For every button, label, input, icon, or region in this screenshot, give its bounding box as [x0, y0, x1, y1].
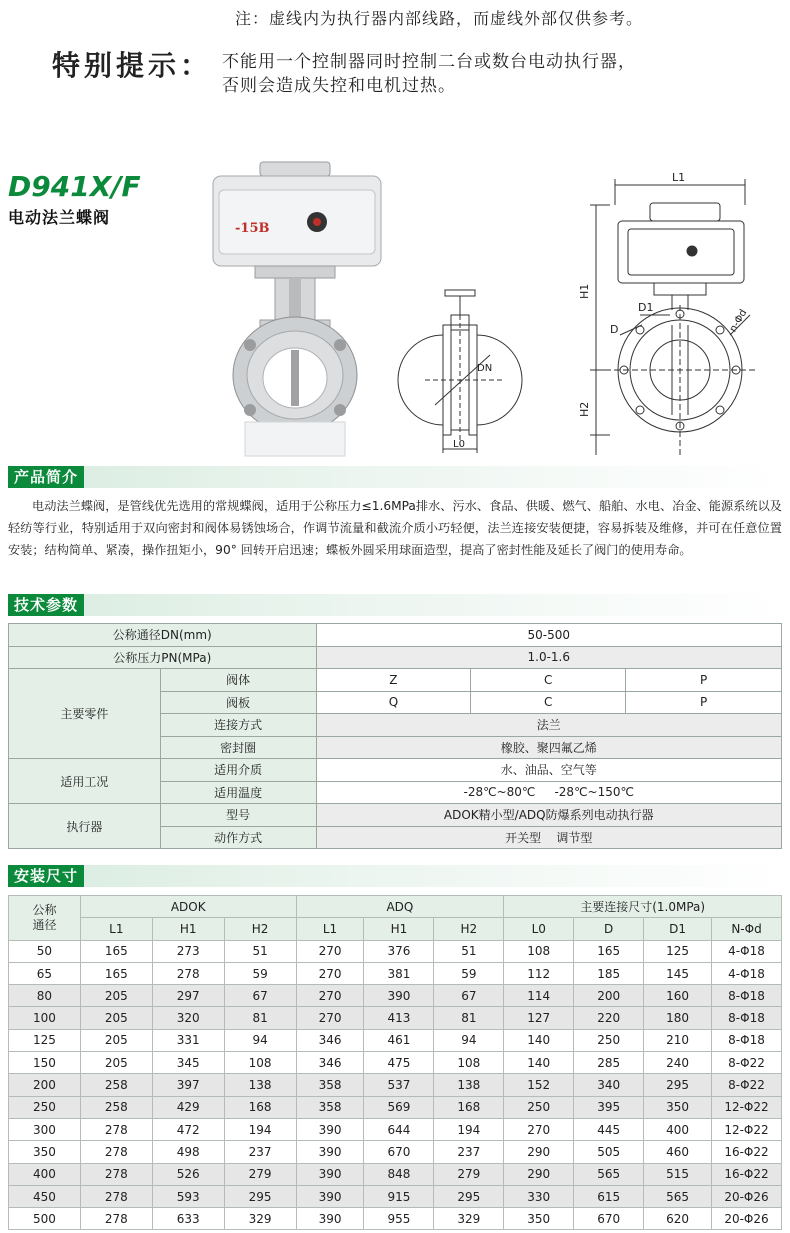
dn-cell: 200: [9, 1074, 81, 1096]
table-cell: 152: [504, 1074, 574, 1096]
column-header: D: [574, 918, 644, 940]
table-cell: 358: [296, 1074, 364, 1096]
table-row: [9, 1185, 782, 1207]
warning-line-1: 不能用一个控制器同时控制二台或数台电动执行器，: [222, 52, 636, 72]
table-cell: 59: [434, 962, 504, 984]
cond-group-cell: 适用工况: [9, 759, 161, 804]
tech-section-title: 技术参数: [8, 594, 84, 616]
table-cell: 278: [80, 1185, 152, 1207]
actuator-group-cell: 执行器: [9, 804, 161, 849]
h2-label: H2: [578, 401, 591, 417]
table-cell: 593: [152, 1185, 224, 1207]
table-cell: 475: [364, 1052, 434, 1074]
table-cell: 278: [80, 1208, 152, 1230]
table-cell: 270: [296, 962, 364, 984]
table-cell: 20-Φ26: [712, 1185, 782, 1207]
table-cell: 350: [644, 1096, 712, 1118]
table-row: [9, 962, 782, 984]
table-cell: 8-Φ18: [712, 985, 782, 1007]
side-view-drawing: [415, 285, 515, 460]
table-cell: 51: [434, 940, 504, 962]
table-cell: 138: [434, 1074, 504, 1096]
disc-value-cell: C: [471, 691, 626, 714]
column-header: L0: [504, 918, 574, 940]
table-cell: 340: [574, 1074, 644, 1096]
table-cell: 140: [504, 1052, 574, 1074]
table-cell: 848: [364, 1163, 434, 1185]
table-cell: 20-Φ26: [712, 1208, 782, 1230]
dn-value-cell: 50-500: [316, 624, 781, 647]
table-cell: 505: [574, 1141, 644, 1163]
dn-cell: 350: [9, 1141, 81, 1163]
conn-value-cell: 法兰: [316, 714, 781, 737]
table-cell: 8-Φ18: [712, 1029, 782, 1051]
tech-params-table: [8, 623, 782, 849]
table-cell: 390: [296, 1141, 364, 1163]
nd-label: n-Φd: [727, 307, 750, 335]
table-cell: 240: [644, 1052, 712, 1074]
table-cell: 295: [644, 1074, 712, 1096]
group-header-adok: ADOK: [80, 896, 296, 918]
disc-value-cell: P: [626, 691, 782, 714]
table-cell: 168: [434, 1096, 504, 1118]
table-cell: 397: [152, 1074, 224, 1096]
type-label-cell: 型号: [160, 804, 316, 827]
type-value-cell: ADOK精小型/ADQ防爆系列电动执行器: [316, 804, 781, 827]
body-label-cell: 阀体: [160, 669, 316, 692]
table-cell: 270: [296, 1007, 364, 1029]
table-cell: 565: [574, 1163, 644, 1185]
table-cell: 331: [152, 1029, 224, 1051]
install-dimensions-table: [8, 895, 782, 1230]
table-cell: 205: [80, 1029, 152, 1051]
dn-cell: 65: [9, 962, 81, 984]
table-cell: 297: [152, 985, 224, 1007]
l1-label: L1: [672, 171, 686, 184]
table-cell: 278: [80, 1141, 152, 1163]
table-cell: 168: [224, 1096, 296, 1118]
dn-cell: 50: [9, 940, 81, 962]
table-cell: 51: [224, 940, 296, 962]
table-cell: 67: [434, 985, 504, 1007]
dn-cell: 125: [9, 1029, 81, 1051]
diagram-note: 注：虚线内为执行器内部线路，而虚线外部仅供参考。: [235, 9, 644, 28]
body-value-cell: C: [471, 669, 626, 692]
table-row: [9, 1052, 782, 1074]
table-cell: 4-Φ18: [712, 962, 782, 984]
table-cell: 569: [364, 1096, 434, 1118]
temp-value-cell: -28℃~80℃ -28℃~150℃: [316, 781, 781, 804]
table-cell: 108: [504, 940, 574, 962]
table-cell: 165: [574, 940, 644, 962]
table-cell: 94: [224, 1029, 296, 1051]
table-cell: 278: [80, 1163, 152, 1185]
table-cell: 346: [296, 1052, 364, 1074]
table-cell: 210: [644, 1029, 712, 1051]
table-cell: 270: [504, 1118, 574, 1140]
table-cell: 290: [504, 1141, 574, 1163]
table-cell: 125: [644, 940, 712, 962]
table-cell: 114: [504, 985, 574, 1007]
intro-section-header: [8, 466, 782, 488]
dn-cell: 100: [9, 1007, 81, 1029]
table-cell: 346: [296, 1029, 364, 1051]
install-section-title: 安装尺寸: [8, 865, 84, 887]
table-cell: 237: [224, 1141, 296, 1163]
dn-cell: 300: [9, 1118, 81, 1140]
table-cell: 395: [574, 1096, 644, 1118]
dn-cell: 400: [9, 1163, 81, 1185]
table-row: [9, 1074, 782, 1096]
table-row: [9, 1007, 782, 1029]
table-cell: 205: [80, 1052, 152, 1074]
table-cell: 460: [644, 1141, 712, 1163]
table-cell: 165: [80, 962, 152, 984]
table-cell: 330: [504, 1185, 574, 1207]
table-cell: 59: [224, 962, 296, 984]
table-cell: 955: [364, 1208, 434, 1230]
table-cell: 381: [364, 962, 434, 984]
column-header: L1: [296, 918, 364, 940]
mode-value-cell: 开关型 调节型: [316, 826, 781, 849]
table-cell: 180: [644, 1007, 712, 1029]
table-cell: 429: [152, 1096, 224, 1118]
table-cell: 565: [644, 1185, 712, 1207]
dn-cell: 250: [9, 1096, 81, 1118]
table-cell: 112: [504, 962, 574, 984]
table-cell: 400: [644, 1118, 712, 1140]
table-cell: 270: [296, 985, 364, 1007]
table-cell: 94: [434, 1029, 504, 1051]
tech-section-header: [8, 594, 782, 616]
warning-line-2: 否则会造成失控和电机过热。: [222, 76, 456, 96]
table-cell: 108: [224, 1052, 296, 1074]
pn-label-cell: 公称压力PN(MPa): [9, 646, 317, 669]
table-cell: 8-Φ22: [712, 1074, 782, 1096]
table-cell: 67: [224, 985, 296, 1007]
table-cell: 295: [434, 1185, 504, 1207]
column-header: L1: [80, 918, 152, 940]
dn-cell: 150: [9, 1052, 81, 1074]
column-header: N-Φd: [712, 918, 782, 940]
h1-label: H1: [578, 283, 591, 299]
table-cell: 140: [504, 1029, 574, 1051]
table-cell: 250: [574, 1029, 644, 1051]
table-row: [9, 1118, 782, 1140]
table-cell: 270: [296, 940, 364, 962]
table-cell: 390: [296, 1208, 364, 1230]
table-cell: 279: [434, 1163, 504, 1185]
table-cell: 250: [504, 1096, 574, 1118]
product-model: D941X/F: [8, 170, 141, 203]
table-cell: 620: [644, 1208, 712, 1230]
table-cell: 278: [152, 962, 224, 984]
body-value-cell: Z: [316, 669, 471, 692]
table-cell: 200: [574, 985, 644, 1007]
table-cell: 445: [574, 1118, 644, 1140]
dn-label-cell: 公称通径DN(mm): [9, 624, 317, 647]
table-cell: 320: [152, 1007, 224, 1029]
table-cell: 526: [152, 1163, 224, 1185]
dn-cell: 500: [9, 1208, 81, 1230]
table-cell: 278: [80, 1118, 152, 1140]
table-cell: 376: [364, 940, 434, 962]
table-cell: 127: [504, 1007, 574, 1029]
table-cell: 160: [644, 985, 712, 1007]
table-cell: 350: [504, 1208, 574, 1230]
table-cell: 273: [152, 940, 224, 962]
warning-label: 特别提示：: [52, 49, 213, 82]
d-label: D: [610, 323, 619, 336]
table-cell: 358: [296, 1096, 364, 1118]
l0-label: L0: [453, 439, 465, 450]
column-header: H1: [364, 918, 434, 940]
seal-value-cell: 橡胶、聚四氟乙烯: [316, 736, 781, 759]
table-cell: 537: [364, 1074, 434, 1096]
table-cell: 81: [434, 1007, 504, 1029]
column-header: H2: [224, 918, 296, 940]
mode-label-cell: 动作方式: [160, 826, 316, 849]
disc-label-cell: 阀板: [160, 691, 316, 714]
group-header-connect: 主要连接尺寸(1.0MPa): [504, 896, 782, 918]
seal-label-cell: 密封圈: [160, 736, 316, 759]
table-row: [9, 1029, 782, 1051]
table-row: [9, 1163, 782, 1185]
body-value-cell: P: [626, 669, 782, 692]
table-cell: 390: [296, 1163, 364, 1185]
table-cell: 194: [434, 1118, 504, 1140]
table-cell: 258: [80, 1074, 152, 1096]
table-cell: 413: [364, 1007, 434, 1029]
temp-label-cell: 适用温度: [160, 781, 316, 804]
table-cell: 670: [364, 1141, 434, 1163]
table-cell: 194: [224, 1118, 296, 1140]
d1-label: D1: [638, 301, 654, 314]
table-cell: 290: [504, 1163, 574, 1185]
table-cell: 145: [644, 962, 712, 984]
medium-label-cell: 适用介质: [160, 759, 316, 782]
table-cell: 279: [224, 1163, 296, 1185]
table-cell: 390: [364, 985, 434, 1007]
product-photo: [205, 160, 395, 460]
table-cell: 633: [152, 1208, 224, 1230]
table-row: [9, 1141, 782, 1163]
table-cell: 220: [574, 1007, 644, 1029]
install-section-header: [8, 865, 782, 887]
column-header: H2: [434, 918, 504, 940]
dn-label: DN: [477, 363, 493, 374]
table-cell: 8-Φ18: [712, 1007, 782, 1029]
front-view-drawing: [580, 165, 770, 465]
warning-text: [222, 50, 636, 98]
actuator-label: -15B: [235, 221, 270, 236]
table-cell: 345: [152, 1052, 224, 1074]
disc-value-cell: Q: [316, 691, 471, 714]
group-header-adq: ADQ: [296, 896, 504, 918]
column-header: H1: [152, 918, 224, 940]
table-cell: 472: [152, 1118, 224, 1140]
product-name: 电动法兰蝶阀: [8, 208, 111, 227]
column-header: D1: [644, 918, 712, 940]
table-cell: 295: [224, 1185, 296, 1207]
parts-group-cell: 主要零件: [9, 669, 161, 759]
intro-paragraph: 电动法兰蝶阀，是管线优先选用的常规蝶阀，适用于公称压力≤1.6MPa排水、污水、食品、供暖、燃气、船舶、水电、冶金、能源系统以及轻纺等行业，特别适用于双向密封和阀体易锈蚀场合，作调节流量和截流介质小巧轻便，法兰连接安装便捷，容易拆装及维修，并可在任意位置安装；结构简单、紧凑，操作扭矩小，90° 回转开启迅速；蝶板外圆采用球面造型，提高了密封性能及延长了阀门的使用寿命。: [8, 499, 782, 557]
table-cell: 615: [574, 1185, 644, 1207]
dn-header: 公称 通径: [9, 896, 81, 941]
table-cell: 138: [224, 1074, 296, 1096]
table-cell: 329: [434, 1208, 504, 1230]
conn-label-cell: 连接方式: [160, 714, 316, 737]
table-cell: 390: [296, 1185, 364, 1207]
table-cell: 237: [434, 1141, 504, 1163]
table-row: [9, 985, 782, 1007]
table-cell: 185: [574, 962, 644, 984]
table-cell: 915: [364, 1185, 434, 1207]
table-cell: 258: [80, 1096, 152, 1118]
table-cell: 4-Φ18: [712, 940, 782, 962]
dn-cell: 450: [9, 1185, 81, 1207]
table-cell: 16-Φ22: [712, 1163, 782, 1185]
table-cell: 498: [152, 1141, 224, 1163]
table-cell: 108: [434, 1052, 504, 1074]
table-cell: 285: [574, 1052, 644, 1074]
intro-section-title: 产品简介: [8, 466, 84, 488]
table-cell: 16-Φ22: [712, 1141, 782, 1163]
table-cell: 165: [80, 940, 152, 962]
table-cell: 12-Φ22: [712, 1096, 782, 1118]
table-row: [9, 1096, 782, 1118]
table-row: [9, 940, 782, 962]
table-cell: 81: [224, 1007, 296, 1029]
table-cell: 205: [80, 1007, 152, 1029]
table-cell: 8-Φ22: [712, 1052, 782, 1074]
pn-value-cell: 1.0-1.6: [316, 646, 781, 669]
dn-cell: 80: [9, 985, 81, 1007]
table-cell: 670: [574, 1208, 644, 1230]
table-cell: 329: [224, 1208, 296, 1230]
table-cell: 515: [644, 1163, 712, 1185]
table-cell: 461: [364, 1029, 434, 1051]
medium-value-cell: 水、油品、空气等: [316, 759, 781, 782]
table-cell: 390: [296, 1118, 364, 1140]
table-row: [9, 1208, 782, 1230]
table-cell: 205: [80, 985, 152, 1007]
table-cell: 644: [364, 1118, 434, 1140]
table-cell: 12-Φ22: [712, 1118, 782, 1140]
